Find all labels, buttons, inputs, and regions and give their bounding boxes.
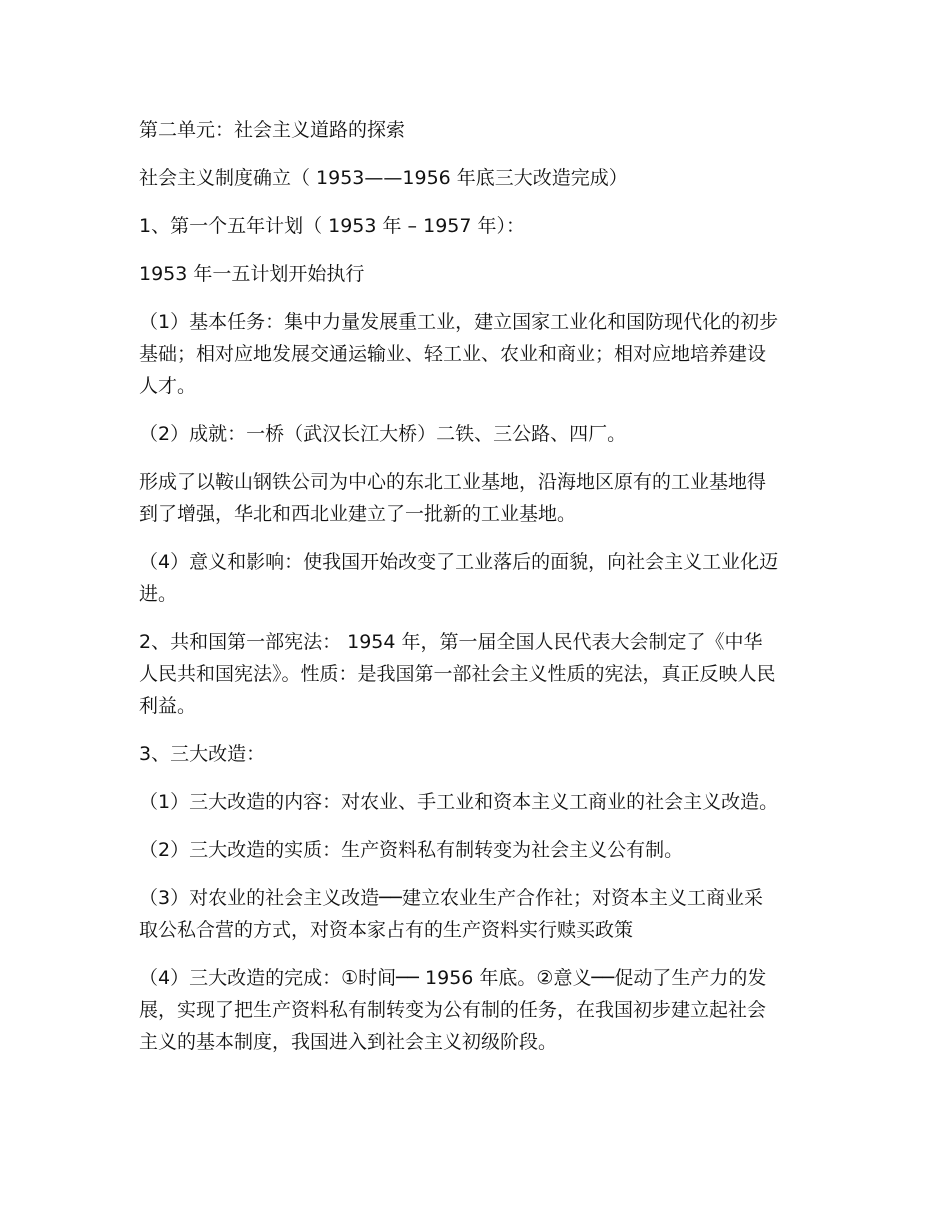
- paragraph: （1）基本任务：集中力量发展重工业，建立国家工业化和国防现代化的初步基础；相对应地发展交通运输业、轻工业、农业和商业；相对应地培养建设人才。: [139, 311, 779, 397]
- section-heading: 社会主义制度确立（ 1953——1956 年底三大改造完成）: [139, 167, 628, 189]
- paragraph: （3）对农业的社会主义改造──建立农业生产合作社；对资本主义工商业采取公私合营的方式，对资本家占有的生产资料实行赎买政策: [139, 887, 763, 941]
- paragraph: 形成了以鞍山钢铁公司为中心的东北工业基地，沿海地区原有的工业基地得到了增强，华北和西北业建立了一批新的工业基地。: [139, 471, 767, 525]
- point-2-heading: 2、共和国第一部宪法： 1954 年，第一届全国人民代表大会制定了《中华人民共和国宪法》。性质：是我国第一部社会主义性质的宪法，真正反映人民利益。: [139, 631, 776, 717]
- unit-title: 第二单元：社会主义道路的探索: [139, 119, 406, 141]
- paragraph: （2）成就：一桥（武汉长江大桥）二铁、三公路、四厂。: [139, 423, 627, 445]
- paragraph: （2）三大改造的实质：生产资料私有制转变为社会主义公有制。: [139, 839, 684, 861]
- paragraph: （4）意义和影响：使我国开始改变了工业落后的面貌，向社会主义工业化迈进。: [139, 551, 779, 605]
- point-1-heading: 1、第一个五年计划（ 1953 年 – 1957 年）：: [139, 215, 525, 237]
- paragraph: （1）三大改造的内容：对农业、手工业和资本主义工商业的社会主义改造。: [139, 791, 779, 813]
- document-body: [139, 114, 779, 1074]
- paragraph: 1953 年一五计划开始执行: [139, 263, 365, 285]
- point-3-heading: 3、三大改造：: [139, 743, 266, 765]
- paragraph: （4）三大改造的完成：①时间── 1956 年底。②意义──促动了生产力的发展，实现了把生产资料私有制转变为公有制的任务，在我国初步建立起社会主义的基本制度，我国进入到社会主义初级阶段。: [139, 967, 767, 1053]
